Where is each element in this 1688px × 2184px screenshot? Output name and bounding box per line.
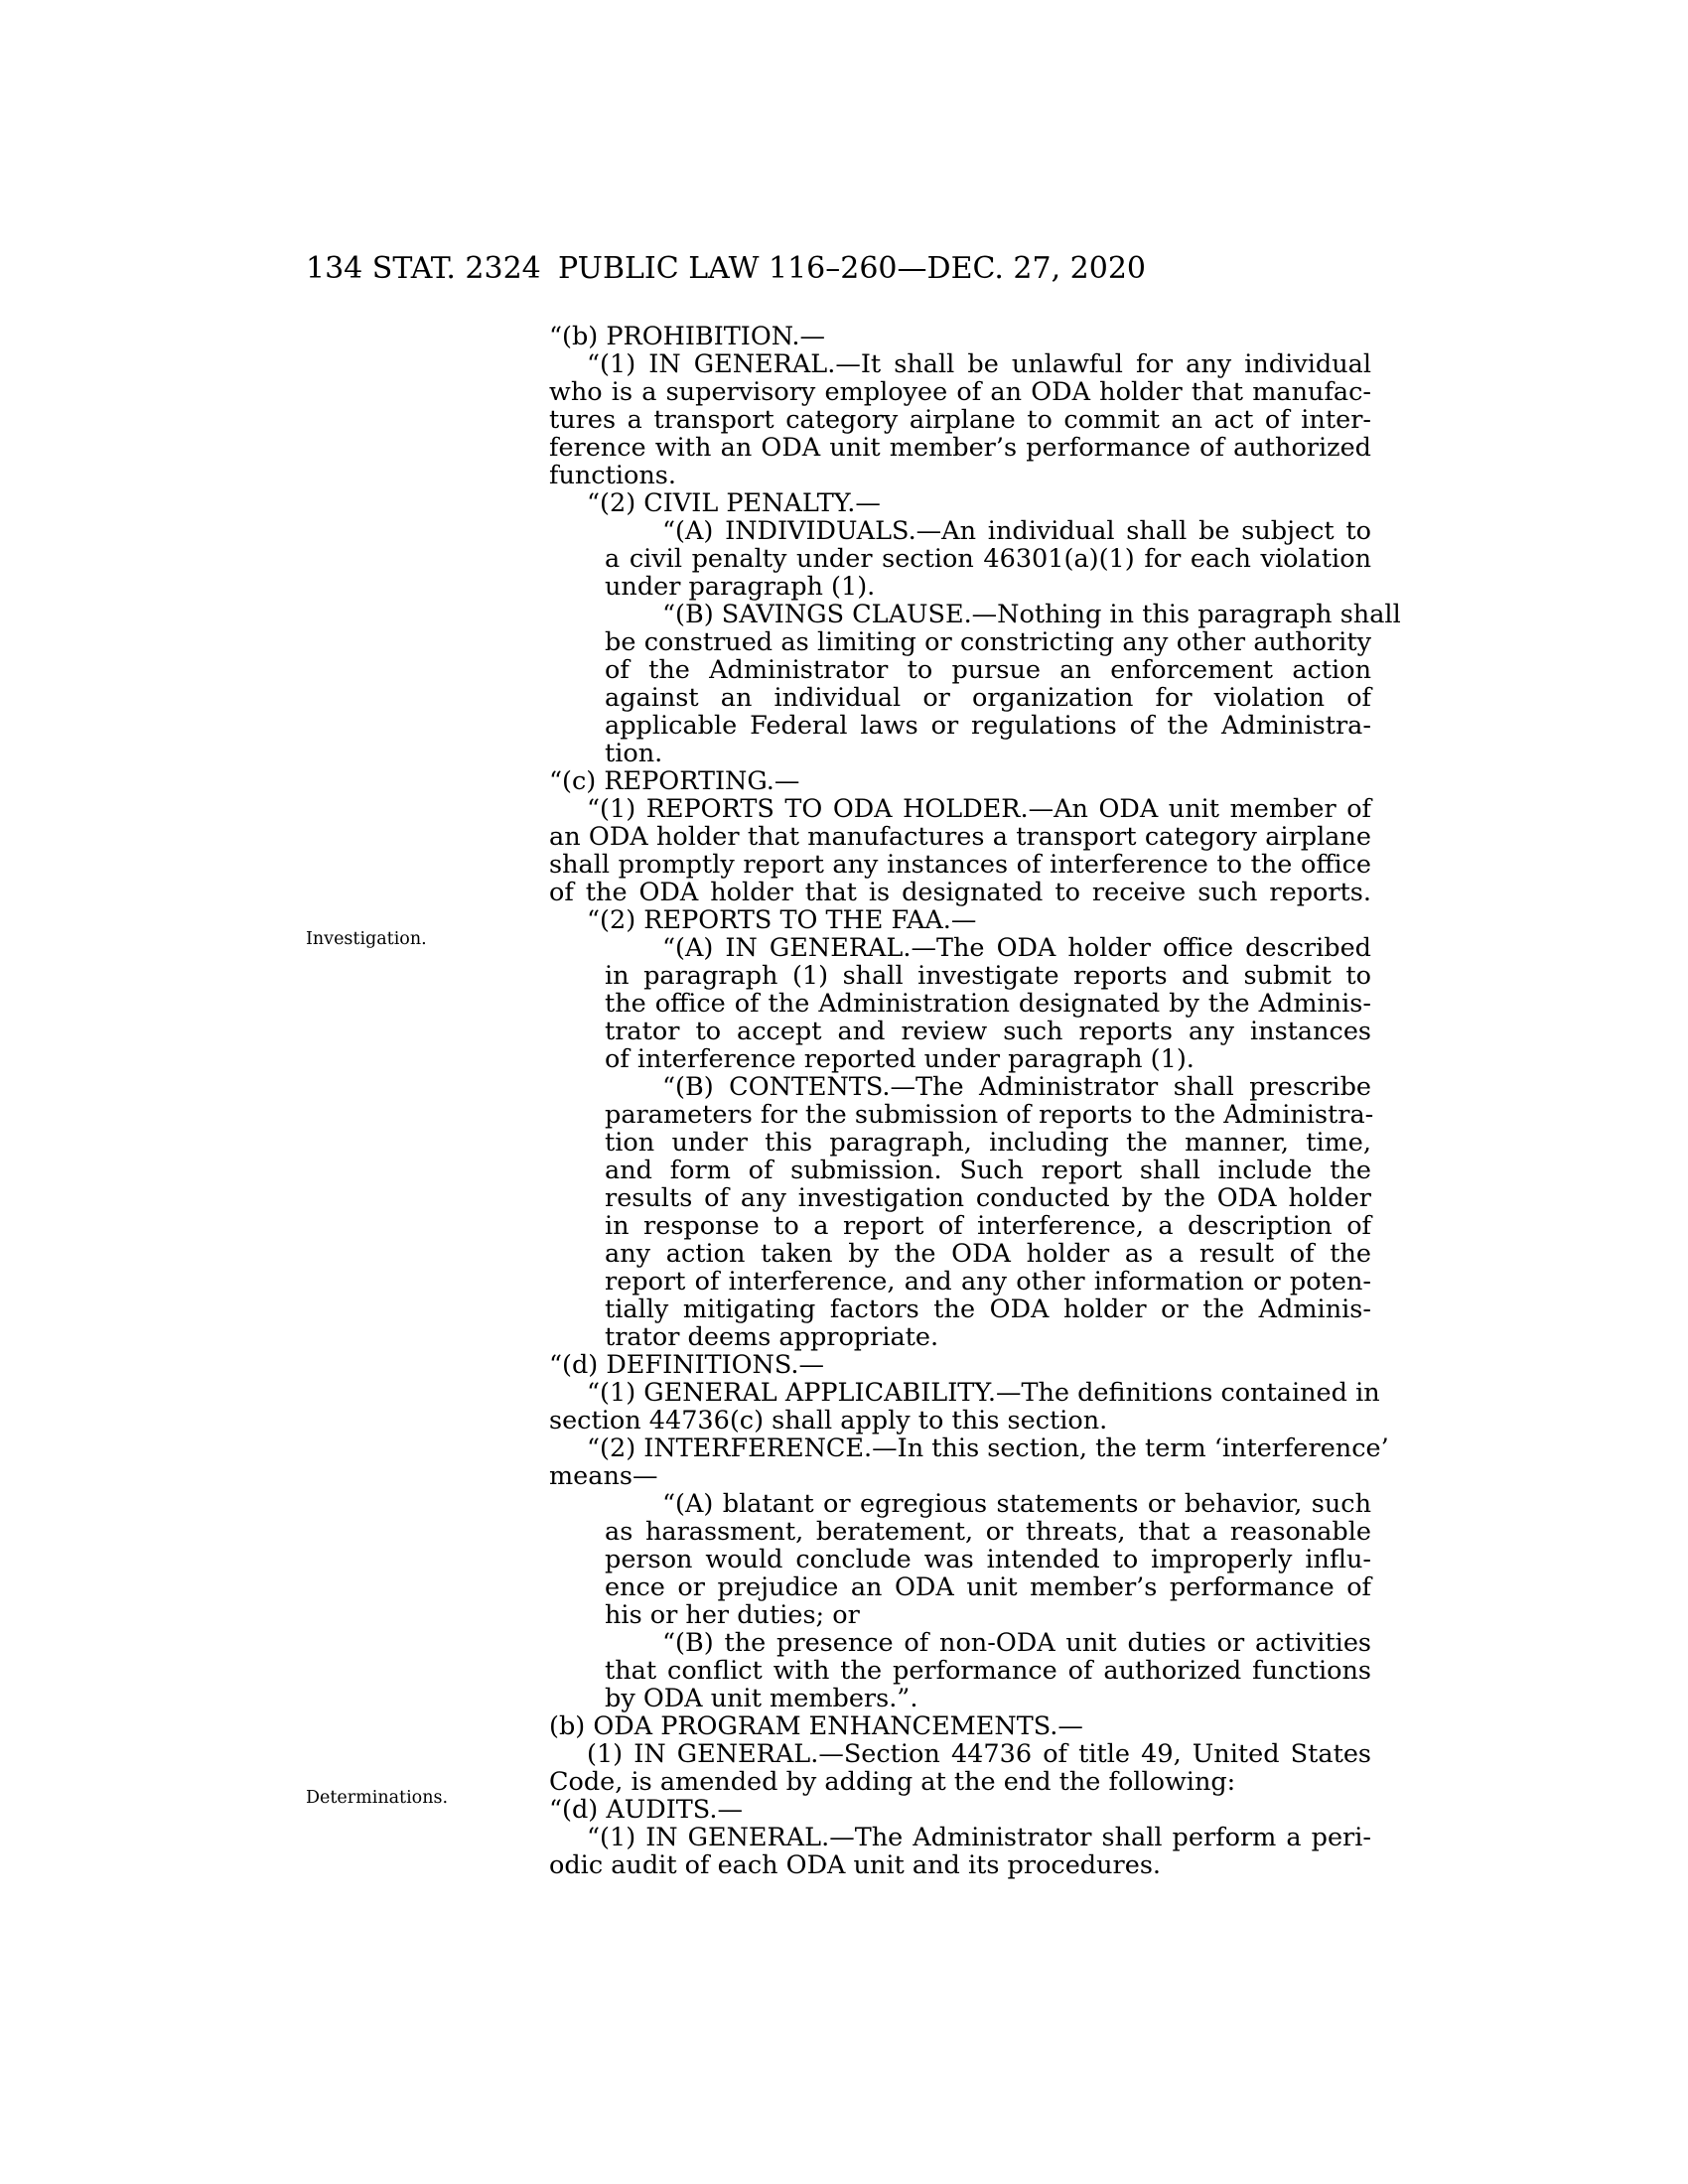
text-line: “(A) INDIVIDUALS.—An individual shall be subject to xyxy=(662,516,1371,546)
text-line: in response to a report of interference, a description of xyxy=(605,1211,1371,1241)
text-line: of the ODA holder that is designated to receive such reports. xyxy=(549,878,1371,907)
text-line: shall promptly report any instances of interference to the office xyxy=(549,850,1371,880)
text-line: “(2) INTERFERENCE.—In this section, the term ‘interference’ xyxy=(587,1433,1389,1463)
text-line: trator to accept and review such reports any instances xyxy=(605,1017,1371,1046)
text-line: “(b) PROHIBITION.— xyxy=(549,322,826,351)
text-line: results of any investigation conducted by the ODA holder xyxy=(605,1183,1371,1213)
text-line: and form of submission. Such report shall include the xyxy=(605,1156,1371,1185)
text-line: who is a supervisory employee of an ODA holder that manufac- xyxy=(549,377,1371,407)
text-line: odic audit of each ODA unit and its procedures. xyxy=(549,1850,1162,1880)
text-line: be construed as limiting or constricting any other authority xyxy=(605,627,1371,657)
text-line: tion under this paragraph, including the manner, time, xyxy=(605,1128,1371,1158)
text-line: tures a transport category airplane to commit an act of inter- xyxy=(549,405,1371,435)
text-line: against an individual or organization for violation of xyxy=(605,683,1371,713)
text-line: of the Administrator to pursue an enforcement action xyxy=(605,655,1371,685)
margin-note-determinations: Determinations. xyxy=(306,1788,449,1808)
text-line: report of interference, and any other information or poten- xyxy=(605,1267,1371,1297)
text-line: “(d) AUDITS.— xyxy=(549,1795,743,1825)
text-line: “(1) GENERAL APPLICABILITY.—The definitions contained in xyxy=(587,1378,1380,1408)
text-line: any action taken by the ODA holder as a result of the xyxy=(605,1239,1371,1269)
text-line: Code, is amended by adding at the end the following: xyxy=(549,1767,1236,1797)
text-line: “(A) IN GENERAL.—The ODA holder office described xyxy=(662,933,1371,963)
text-line: (b) ODA PROGRAM ENHANCEMENTS.— xyxy=(549,1711,1083,1741)
text-line: “(B) SAVINGS CLAUSE.—Nothing in this paragraph shall xyxy=(662,600,1401,629)
text-line: of interference reported under paragraph (1). xyxy=(605,1044,1195,1074)
text-line: “(1) IN GENERAL.—It shall be unlawful for any individual xyxy=(587,349,1371,379)
text-line: tion. xyxy=(605,739,663,768)
text-line: under paragraph (1). xyxy=(605,572,876,602)
text-line: functions. xyxy=(549,461,676,490)
text-line: section 44736(c) shall apply to this section. xyxy=(549,1406,1108,1435)
text-line: “(2) REPORTS TO THE FAA.— xyxy=(587,905,977,935)
text-line: person would conclude was intended to improperly influ- xyxy=(605,1545,1371,1574)
text-line: his or her duties; or xyxy=(605,1600,860,1630)
text-line: “(c) REPORTING.— xyxy=(549,766,800,796)
statute-reference: 134 STAT. 2324 xyxy=(306,251,541,286)
text-line: an ODA holder that manufactures a transport category airplane xyxy=(549,822,1371,852)
text-line: a civil penalty under section 46301(a)(1) for each violation xyxy=(605,544,1371,574)
text-line: by ODA unit members.”. xyxy=(605,1684,918,1713)
text-line: in paragraph (1) shall investigate reports and submit to xyxy=(605,961,1371,991)
body-text xyxy=(549,322,1401,1880)
text-line: “(2) CIVIL PENALTY.— xyxy=(587,488,881,518)
text-line: means— xyxy=(549,1461,658,1491)
text-line: “(B) the presence of non-ODA unit duties or activities xyxy=(662,1628,1371,1658)
text-line: that conflict with the performance of authorized functions xyxy=(605,1656,1371,1686)
text-line: the office of the Administration designated by the Adminis- xyxy=(605,989,1371,1019)
text-line: applicable Federal laws or regulations of the Administra- xyxy=(605,711,1371,741)
text-line: trator deems appropriate. xyxy=(605,1322,939,1352)
page-title: PUBLIC LAW 116–260—DEC. 27, 2020 xyxy=(558,251,1147,286)
text-line: ence or prejudice an ODA unit member’s performance of xyxy=(605,1572,1371,1602)
text-line: “(d) DEFINITIONS.— xyxy=(549,1350,825,1380)
text-line: ference with an ODA unit member’s performance of authorized xyxy=(549,433,1371,463)
margin-note-investigation: Investigation. xyxy=(306,929,427,949)
text-line: “(A) blatant or egregious statements or behavior, such xyxy=(662,1489,1371,1519)
text-line: parameters for the submission of reports to the Administra- xyxy=(605,1100,1374,1130)
text-line: “(B) CONTENTS.—The Administrator shall prescribe xyxy=(662,1072,1371,1102)
text-line: “(1) IN GENERAL.—The Administrator shall perform a peri- xyxy=(587,1823,1371,1852)
text-line: “(1) REPORTS TO ODA HOLDER.—An ODA unit member of xyxy=(587,794,1371,824)
text-line: (1) IN GENERAL.—Section 44736 of title 49, United States xyxy=(587,1739,1371,1769)
text-line: tially mitigating factors the ODA holder or the Adminis- xyxy=(605,1295,1371,1324)
text-line: as harassment, beratement, or threats, that a reasonable xyxy=(605,1517,1371,1547)
